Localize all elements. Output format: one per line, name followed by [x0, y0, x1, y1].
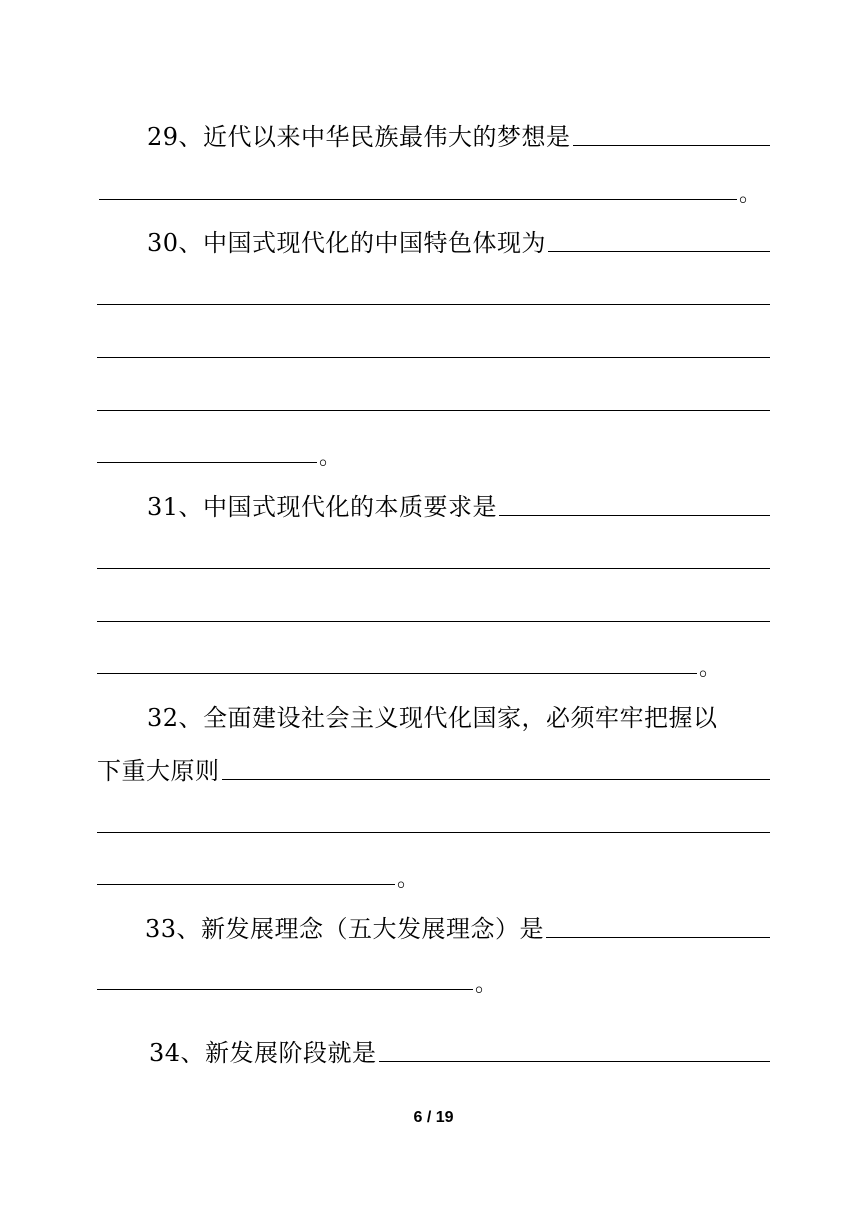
page-number: 6 / 19: [413, 1109, 454, 1126]
question-32-line-2: [97, 746, 770, 786]
question-33-line-1: [97, 904, 770, 944]
question-32-end-mark: 。: [397, 867, 420, 892]
question-32-line-3: [97, 799, 770, 839]
question-30-line-4: [97, 377, 770, 417]
question-30-line-3: [97, 324, 770, 364]
question-29-line-2: [97, 166, 770, 206]
question-31-end-mark: 。: [699, 656, 722, 681]
answer-blank[interactable]: [97, 462, 317, 463]
question-31-text: 31、中国式现代化的本质要求是: [147, 493, 498, 521]
question-30-line-2: [97, 271, 770, 311]
answer-blank[interactable]: [548, 251, 770, 252]
answer-blank[interactable]: [97, 673, 697, 674]
question-29-end-mark: 。: [739, 182, 762, 207]
answer-blank[interactable]: [222, 779, 771, 780]
answer-blank[interactable]: [97, 832, 770, 833]
question-30-end-mark: 。: [319, 445, 342, 470]
answer-blank[interactable]: [379, 1061, 770, 1062]
answer-blank[interactable]: [97, 357, 770, 358]
question-30-line-1: [97, 218, 770, 258]
answer-blank[interactable]: [546, 937, 770, 938]
question-32-line-4: [97, 851, 770, 891]
question-29-text: 29、近代以来中华民族最伟大的梦想是: [147, 123, 571, 151]
answer-blank[interactable]: [573, 145, 770, 146]
question-31-line-1: [97, 482, 770, 522]
question-33-end-mark: 。: [475, 972, 498, 997]
answer-blank[interactable]: [97, 621, 770, 622]
answer-blank[interactable]: [99, 199, 737, 200]
question-34-line-1: [97, 1028, 770, 1068]
question-30-line-5: [97, 429, 770, 469]
question-30-text: 30、中国式现代化的中国特色体现为: [147, 229, 547, 257]
answer-blank[interactable]: [499, 515, 770, 516]
answer-blank[interactable]: [97, 568, 770, 569]
question-33-line-2: [97, 956, 770, 996]
question-32-text: 32、全面建设社会主义现代化国家，必须牢牢把握以: [147, 704, 718, 732]
answer-blank[interactable]: [97, 304, 770, 305]
question-31-line-2: [97, 535, 770, 575]
question-31-line-4: [97, 640, 770, 680]
answer-blank[interactable]: [97, 410, 770, 411]
question-31-line-3: [97, 588, 770, 628]
question-29-line-1: [97, 112, 770, 152]
answer-blank[interactable]: [97, 884, 395, 885]
question-33-text: 33、新发展理念（五大发展理念）是: [145, 915, 545, 943]
question-32-line-1: [97, 693, 770, 733]
question-32-continuation: 下重大原则: [97, 757, 220, 785]
answer-blank[interactable]: [97, 989, 473, 990]
question-34-text: 34、新发展阶段就是: [149, 1039, 377, 1067]
